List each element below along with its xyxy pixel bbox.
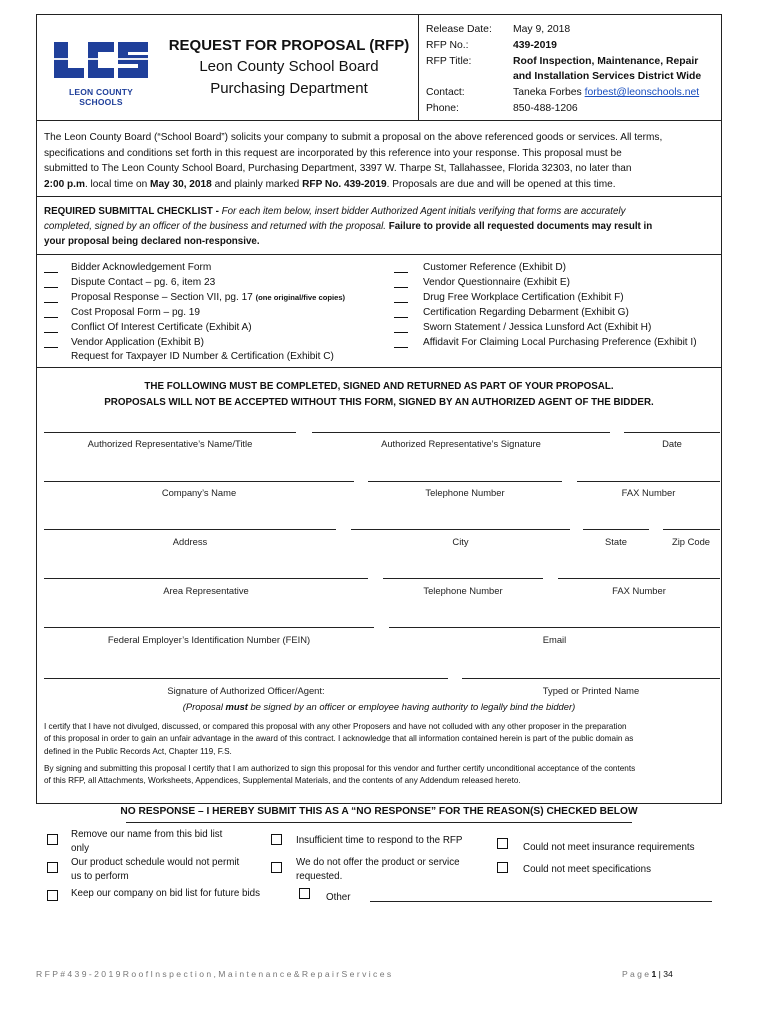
logo-text: LEON COUNTY SCHOOLS <box>68 87 134 107</box>
initials-line[interactable] <box>44 302 58 303</box>
initials-line[interactable] <box>394 302 408 303</box>
initials-line[interactable] <box>44 347 58 348</box>
email-label: Email <box>542 634 567 645</box>
rfp-title-value-2: and Installation Services District Wide <box>513 71 702 83</box>
checklist-heading-line-2 <box>44 219 720 234</box>
rep-signature-label: Authorized Representative’s Signature <box>381 438 541 449</box>
no-response-heading-rule <box>126 822 632 823</box>
intro-text: . local time on <box>84 178 151 190</box>
other-label: Other <box>326 892 351 903</box>
checklist-heading-line-3 <box>44 234 720 249</box>
initials-line[interactable] <box>44 332 58 333</box>
intro-paragraph <box>44 130 720 192</box>
release-date-label: Release Date: <box>426 24 492 35</box>
city-field[interactable] <box>351 529 570 530</box>
checklist-heading <box>44 204 720 249</box>
telephone-2-label: Telephone Number <box>423 585 503 596</box>
contact-label: Contact: <box>426 87 465 99</box>
checklist-left <box>44 261 345 365</box>
specifications-label: Could not meet specifications <box>523 864 651 875</box>
checklist-item-label: Conflict Of Interest Certificate (Exhibit A) <box>71 321 252 333</box>
checklist-item[interactable] <box>394 321 697 336</box>
page-label: P a g e <box>622 969 652 979</box>
form-heading-line-2: PROPOSALS WILL NOT BE ACCEPTED WITHOUT THIS FORM, SIGNED BY AN AUTHORIZED AGENT OF THE BIDDER. <box>104 396 654 408</box>
area-rep-field[interactable] <box>44 578 368 579</box>
remove-from-list-label <box>71 828 222 856</box>
page-current: 1 <box>651 969 657 979</box>
insurance-checkbox[interactable] <box>497 838 508 849</box>
date-label: Date <box>662 438 682 449</box>
page-total: 34 <box>663 969 673 979</box>
checklist-bottom-rule <box>36 367 722 368</box>
telephone-2-field[interactable] <box>383 578 543 579</box>
fein-label: Federal Employer’s Identification Number (FEIN) <box>107 634 311 645</box>
checklist-item[interactable] <box>394 276 697 291</box>
checklist-item-label: Certification Regarding Debarment (Exhibit G) <box>423 306 629 318</box>
other-checkbox[interactable] <box>299 888 310 899</box>
keep-on-list-checkbox[interactable] <box>47 890 58 901</box>
checklist-warning: your proposal being declared non-responsive. <box>44 236 260 247</box>
checklist-item[interactable] <box>44 336 345 351</box>
option-text: requested. <box>296 871 343 882</box>
option-text: Remove our name from this bid list <box>71 829 223 840</box>
logo-mark <box>48 38 154 84</box>
insurance-label: Could not meet insurance requirements <box>523 842 695 853</box>
checklist-item-label: Dispute Contact – pg. 6, item 23 <box>71 276 216 288</box>
rfp-no-label: RFP No.: <box>426 39 469 51</box>
no-product-checkbox[interactable] <box>271 862 282 873</box>
certify-line: By signing and submitting this proposal I certify that I am authorized to sign this proposal for this vendor and further certify unconditional acceptance of the contents <box>44 764 636 773</box>
intro-text: and plainly marked <box>211 178 303 190</box>
checklist-item[interactable] <box>44 306 345 321</box>
checklist-item[interactable] <box>44 291 345 306</box>
date-field[interactable] <box>624 432 720 433</box>
checklist-item-label: Proposal Response – Section VII, pg. 17 <box>71 291 253 303</box>
certify-line: of this proposal in order to gain an unfair advantage in the award of this contract. I acknowledge that all information contained herein is part of the public domain as <box>44 734 634 744</box>
specifications-checkbox[interactable] <box>497 862 508 873</box>
option-text: only <box>71 843 89 854</box>
contact-email-link[interactable]: forbest@leonschools.net <box>584 87 700 99</box>
no-response-heading: NO RESPONSE – I HEREBY SUBMIT THIS AS A “NO RESPONSE” FOR THE REASON(S) CHECKED BELOW <box>120 806 638 817</box>
option-text: us to perform <box>71 871 129 882</box>
checklist-item[interactable] <box>394 261 697 276</box>
schedule-label <box>71 856 239 884</box>
rep-name-field[interactable] <box>44 432 296 433</box>
form-heading <box>36 379 722 410</box>
fax-label: FAX Number <box>621 487 676 498</box>
state-field[interactable] <box>583 529 649 530</box>
no-product-label <box>296 856 460 884</box>
checklist-item[interactable] <box>44 276 345 291</box>
fein-field[interactable] <box>44 627 374 628</box>
header-divider <box>418 14 419 120</box>
certification-paragraph-1 <box>44 721 720 758</box>
insufficient-time-label: Insufficient time to respond to the RFP <box>296 835 463 846</box>
zip-field[interactable] <box>663 529 720 530</box>
insufficient-time-checkbox[interactable] <box>271 834 282 845</box>
release-date-value: May 9, 2018 <box>513 24 571 35</box>
keep-on-list-label: Keep our company on bid list for future bids <box>71 888 260 899</box>
signature-note-text: (Proposal <box>182 701 226 712</box>
officer-signature-field[interactable] <box>44 678 448 679</box>
due-date: May 30, 2018 <box>150 178 212 190</box>
copies-note: (one original/five copies) <box>255 292 346 302</box>
initials-line[interactable] <box>394 317 408 318</box>
subtitle-board: Leon County School Board <box>199 58 379 75</box>
state-label: State <box>605 536 627 547</box>
checklist-item-label: Vendor Questionnaire (Exhibit E) <box>423 276 570 288</box>
intro-text: . Proposals are due and will be opened at this time. <box>386 178 616 190</box>
info-values <box>513 22 718 117</box>
checklist-instructions: For each item below, insert bidder Authorized Agent initials verifying that forms are accurately <box>221 206 626 217</box>
checklist-item[interactable] <box>394 336 697 351</box>
officer-signature-label: Signature of Authorized Officer/Agent: <box>167 685 325 696</box>
initials-line[interactable] <box>394 272 408 273</box>
checklist-item-label: Vendor Application (Exhibit B) <box>71 336 204 348</box>
signature-note-emphasis: must <box>225 701 248 712</box>
info-labels <box>426 22 492 117</box>
certification-paragraph-2 <box>44 763 720 788</box>
checklist-item-label: Cost Proposal Form – pg. 19 <box>71 306 201 318</box>
rep-signature-field[interactable] <box>312 432 610 433</box>
city-label: City <box>452 536 469 547</box>
initials-line[interactable] <box>394 347 408 348</box>
checklist-right <box>394 261 697 350</box>
checklist-item-label: Affidavit For Claiming Local Purchasing Preference (Exhibit I) <box>423 336 697 348</box>
checklist-item[interactable] <box>394 291 697 306</box>
address-label: Address <box>172 536 208 547</box>
contact-name: Taneka Forbes <box>513 87 582 99</box>
certify-line: defined in the Public Records Act, Chapter 119, F.S. <box>44 746 232 756</box>
email-field[interactable] <box>389 627 720 628</box>
signature-note-text: be signed by an officer or employee having authority to legally bind the bidder) <box>247 701 576 712</box>
option-text: We do not offer the product or service <box>296 857 460 868</box>
checklist-item[interactable] <box>394 306 697 321</box>
rep-name-label: Authorized Representative’s Name/Title <box>87 438 253 449</box>
checklist-warning: Failure to provide all requested documents may result in <box>388 221 653 232</box>
checklist-instructions: completed, signed by an officer of the business and returned with the proposal. <box>44 221 389 232</box>
page-number <box>622 969 673 979</box>
fax-2-field[interactable] <box>558 578 720 579</box>
telephone-field[interactable] <box>368 481 562 482</box>
checklist-top-rule <box>36 254 722 255</box>
option-text: Our product schedule would not permit <box>71 857 240 868</box>
checklist-item-label: Drug Free Workplace Certification (Exhibit F) <box>423 291 624 303</box>
due-time: 2:00 p.m <box>44 178 85 190</box>
initials-line[interactable] <box>44 272 58 273</box>
rfp-mark: RFP No. 439-2019 <box>302 178 387 190</box>
other-reason-field[interactable] <box>370 901 712 902</box>
intro-line-3: submitted to The Leon County School Board, Purchasing Department, 3397 W. Tharpe St, Tallahassee, Florida 32303, no later than <box>44 163 632 175</box>
checklist-item[interactable] <box>44 321 345 336</box>
company-name-label: Company’s Name <box>161 487 237 498</box>
page-separator: | <box>656 969 664 979</box>
certify-line: I certify that I have not divulged, discussed, or compared this proposal with any other Proposers and have not colluded with any other proposer in the preparation <box>44 722 627 731</box>
typed-name-field[interactable] <box>462 678 720 679</box>
initials-line[interactable] <box>44 287 58 288</box>
checklist-item-label: Bidder Acknowledgement Form <box>71 262 212 273</box>
initials-line[interactable] <box>394 287 408 288</box>
header-bottom-rule <box>36 120 722 121</box>
checklist-item <box>44 350 345 365</box>
logo <box>48 38 154 107</box>
telephone-label: Telephone Number <box>425 487 505 498</box>
subtitle-department: Purchasing Department <box>210 80 368 97</box>
checklist-title: REQUIRED SUBMITTAL CHECKLIST - <box>44 206 222 217</box>
page-title: REQUEST FOR PROPOSAL (RFP) <box>168 37 410 54</box>
checklist-item-label: Sworn Statement / Jessica Lunsford Act (Exhibit H) <box>423 321 652 333</box>
rfp-title-label: RFP Title: <box>426 55 472 67</box>
intro-line-1: The Leon County Board (“School Board”) solicits your company to submit a proposal on the above referenced goods or services. All terms, <box>44 132 663 143</box>
rfp-title-value-1: Roof Inspection, Maintenance, Repair <box>513 55 699 67</box>
signature-note <box>36 701 722 712</box>
contact-value <box>513 85 718 101</box>
fax-2-label: FAX Number <box>612 585 666 596</box>
schedule-checkbox[interactable] <box>47 862 58 873</box>
zip-label: Zip Code <box>671 536 711 547</box>
intro-bottom-rule <box>36 196 722 197</box>
intro-line-2: specifications and conditions set forth in this request are incorporated by this reference into your response. This proposal must be <box>44 147 622 159</box>
initials-line[interactable] <box>44 317 58 318</box>
form-heading-line-1: THE FOLLOWING MUST BE COMPLETED, SIGNED AND RETURNED AS PART OF YOUR PROPOSAL. <box>144 381 614 392</box>
area-rep-label: Area Representative <box>163 585 249 596</box>
typed-name-label: Typed or Printed Name <box>542 685 640 696</box>
title-block <box>160 36 418 100</box>
checklist-item-label: Request for Taxpayer ID Number & Certification (Exhibit C) <box>71 351 334 363</box>
certify-line: of this RFP, all Attachments, Worksheets, Appendices, Supplemental Materials, and the contents of any Addendum released hereto. <box>44 776 521 786</box>
rfp-no-value: 439-2019 <box>513 39 557 51</box>
phone-label: Phone: <box>426 102 459 114</box>
address-field[interactable] <box>44 529 336 530</box>
phone-value: 850-488-1206 <box>513 102 578 114</box>
checklist-item-label: Customer Reference (Exhibit D) <box>423 262 567 273</box>
initials-line[interactable] <box>394 332 408 333</box>
remove-from-list-checkbox[interactable] <box>47 834 58 845</box>
fax-field[interactable] <box>577 481 720 482</box>
checklist-heading-line-1 <box>44 204 720 219</box>
intro-line-4 <box>44 177 720 193</box>
checklist-item[interactable] <box>44 261 345 276</box>
footer-title: R F P # 4 3 9 - 2 0 1 9 R o o f I n s p e c t i o n , M a i n t e n a n c e & R e p a i r S e r v i c e s <box>36 969 392 979</box>
company-name-field[interactable] <box>44 481 354 482</box>
